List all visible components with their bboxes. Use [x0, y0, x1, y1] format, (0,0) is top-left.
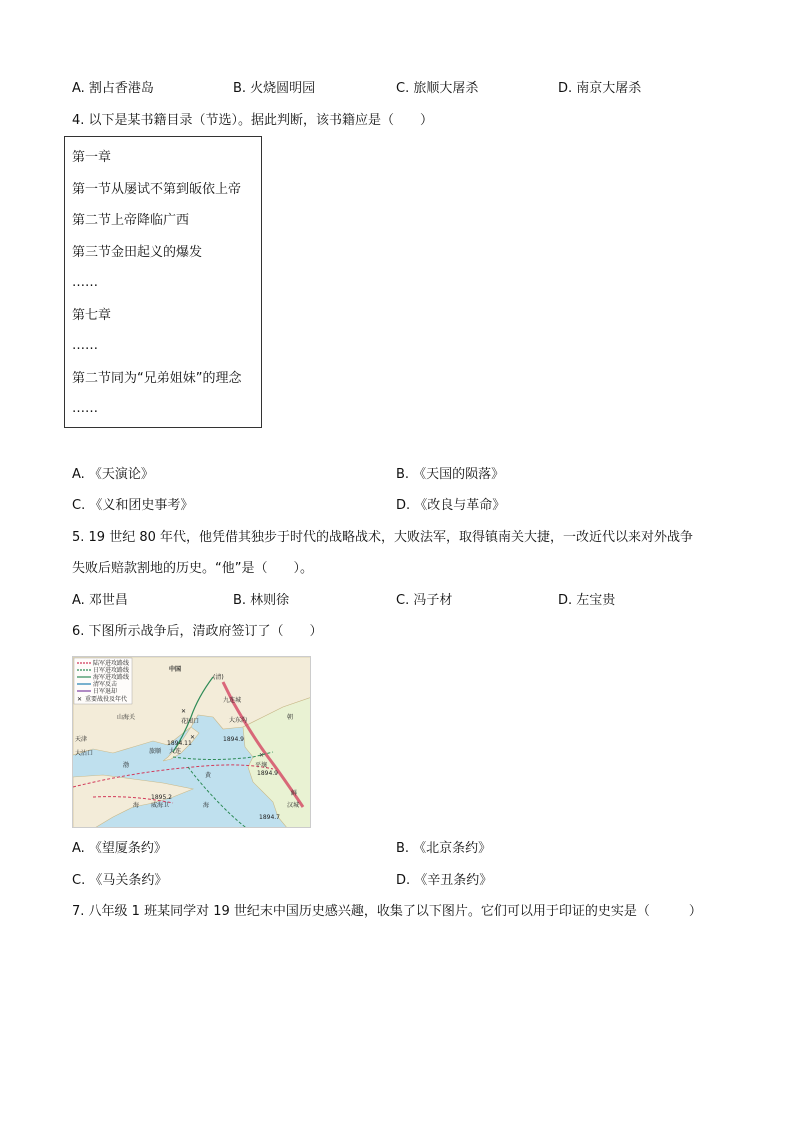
label-date: 1894.9 — [257, 770, 278, 777]
label-dagukou: 大沽口 — [75, 750, 94, 757]
label-lushun: 旅顺 — [149, 748, 162, 755]
q3-option-d: D. 南京大屠杀 — [558, 81, 642, 96]
q5-option-c: C. 冯子材 — [396, 593, 453, 608]
q6-option-b: B. 《北京条约》 — [396, 841, 492, 856]
label-date: 1895.2 — [151, 794, 172, 801]
legend-label: 海军进攻路线 — [93, 674, 130, 681]
label-hai: 海 — [133, 802, 140, 809]
label-hai: 海 — [203, 802, 210, 809]
label-huang: 黄 — [205, 772, 212, 779]
q4-option-b: B. 《天国的陨落》 — [396, 467, 505, 482]
q4-option-c: C. 《义和团史事考》 — [72, 498, 194, 513]
q6-option-d: D. 《辛丑条约》 — [396, 873, 493, 888]
q7-stem: 7. 八年级 1 班某同学对 19 世纪末中国历史感兴趣，收集了以下图片。它们可以用于印证的史实是（ ） — [72, 904, 702, 919]
label-chao: 朝 — [287, 714, 294, 721]
toc-line: …… — [72, 275, 98, 290]
label-china: 中国 — [169, 666, 182, 673]
label-tianjin: 天津 — [75, 736, 88, 743]
q4-option-d: D. 《改良与革命》 — [396, 498, 506, 513]
war-map-svg — [73, 657, 311, 828]
battle-marker: ✕ — [181, 708, 187, 715]
toc-line: 第一章 — [72, 150, 112, 165]
q4-stem: 4. 以下是某书籍目录（节选）。据此判断，该书籍应是（ ） — [72, 113, 434, 128]
label-date: 1894.7 — [259, 814, 280, 821]
label-bo: 渤 — [123, 762, 130, 769]
label-qing: (清) — [213, 674, 224, 681]
label-date: 1894.11 — [167, 740, 192, 747]
toc-line: 第一节从屡试不第到皈依上帝 — [72, 182, 242, 197]
q3-option-a: A. 割占香港岛 — [72, 81, 154, 96]
q5-option-d: D. 左宝贵 — [558, 593, 616, 608]
q6-option-c: C. 《马关条约》 — [72, 873, 168, 888]
label-jiuliancheng: 九连城 — [223, 697, 242, 704]
legend-label: 陆军进攻路线 — [93, 660, 130, 667]
toc-line: 第三节金田起义的爆发 — [72, 245, 203, 260]
label-shanhaiguan: 山海关 — [117, 714, 136, 721]
label-dalian: 大连 — [169, 748, 182, 755]
q5-option-b: B. 林则徐 — [233, 593, 290, 608]
battle-marker: ✕ — [190, 734, 196, 741]
toc-line: 第二节同为“兄弟姐妹”的理念 — [72, 371, 242, 386]
q5-stem-line2: 失败后赔款割地的历史。“他”是（ ）。 — [72, 561, 313, 576]
toc-line: 第二节上帝降临广西 — [72, 213, 190, 228]
toc-line: 第七章 — [72, 308, 112, 323]
q6-option-a: A. 《望厦条约》 — [72, 841, 167, 856]
label-dadong: 大东沟 — [229, 717, 248, 724]
q5-option-a: A. 邓世昌 — [72, 593, 128, 608]
battle-marker: ✕ — [259, 752, 265, 759]
toc-line: …… — [72, 338, 98, 353]
label-pingrang: 平壤 — [255, 762, 268, 769]
legend-label: 清军反击 — [93, 681, 118, 688]
q3-option-c: C. 旅顺大屠杀 — [396, 81, 479, 96]
label-huayuankou: 花园口 — [181, 718, 200, 725]
label-weihaiwei: 威海卫 — [151, 802, 170, 809]
q6-stem: 6. 下图所示战争后，清政府签订了（ ） — [72, 624, 323, 639]
legend-label: 重要战役及年代 — [85, 696, 128, 703]
legend-label: 日军进攻路线 — [93, 667, 130, 674]
q4-option-a: A. 《天演论》 — [72, 467, 154, 482]
toc-line: …… — [72, 401, 98, 416]
label-xian: 鲜 — [291, 790, 298, 797]
toc-box — [64, 136, 262, 428]
label-hanyang: 汉城 — [287, 802, 300, 809]
label-date: 1894.9 — [223, 736, 244, 743]
q5-stem-line1: 5. 19 世纪 80 年代，他凭借其独步于时代的战略战术，大败法军，取得镇南关大捷，一改近代以来对外战争 — [72, 530, 694, 545]
q3-option-b: B. 火烧圆明园 — [233, 81, 316, 96]
war-map — [72, 656, 311, 828]
svg-text:✕: ✕ — [77, 696, 83, 703]
legend-label: 日军退却 — [93, 688, 118, 695]
